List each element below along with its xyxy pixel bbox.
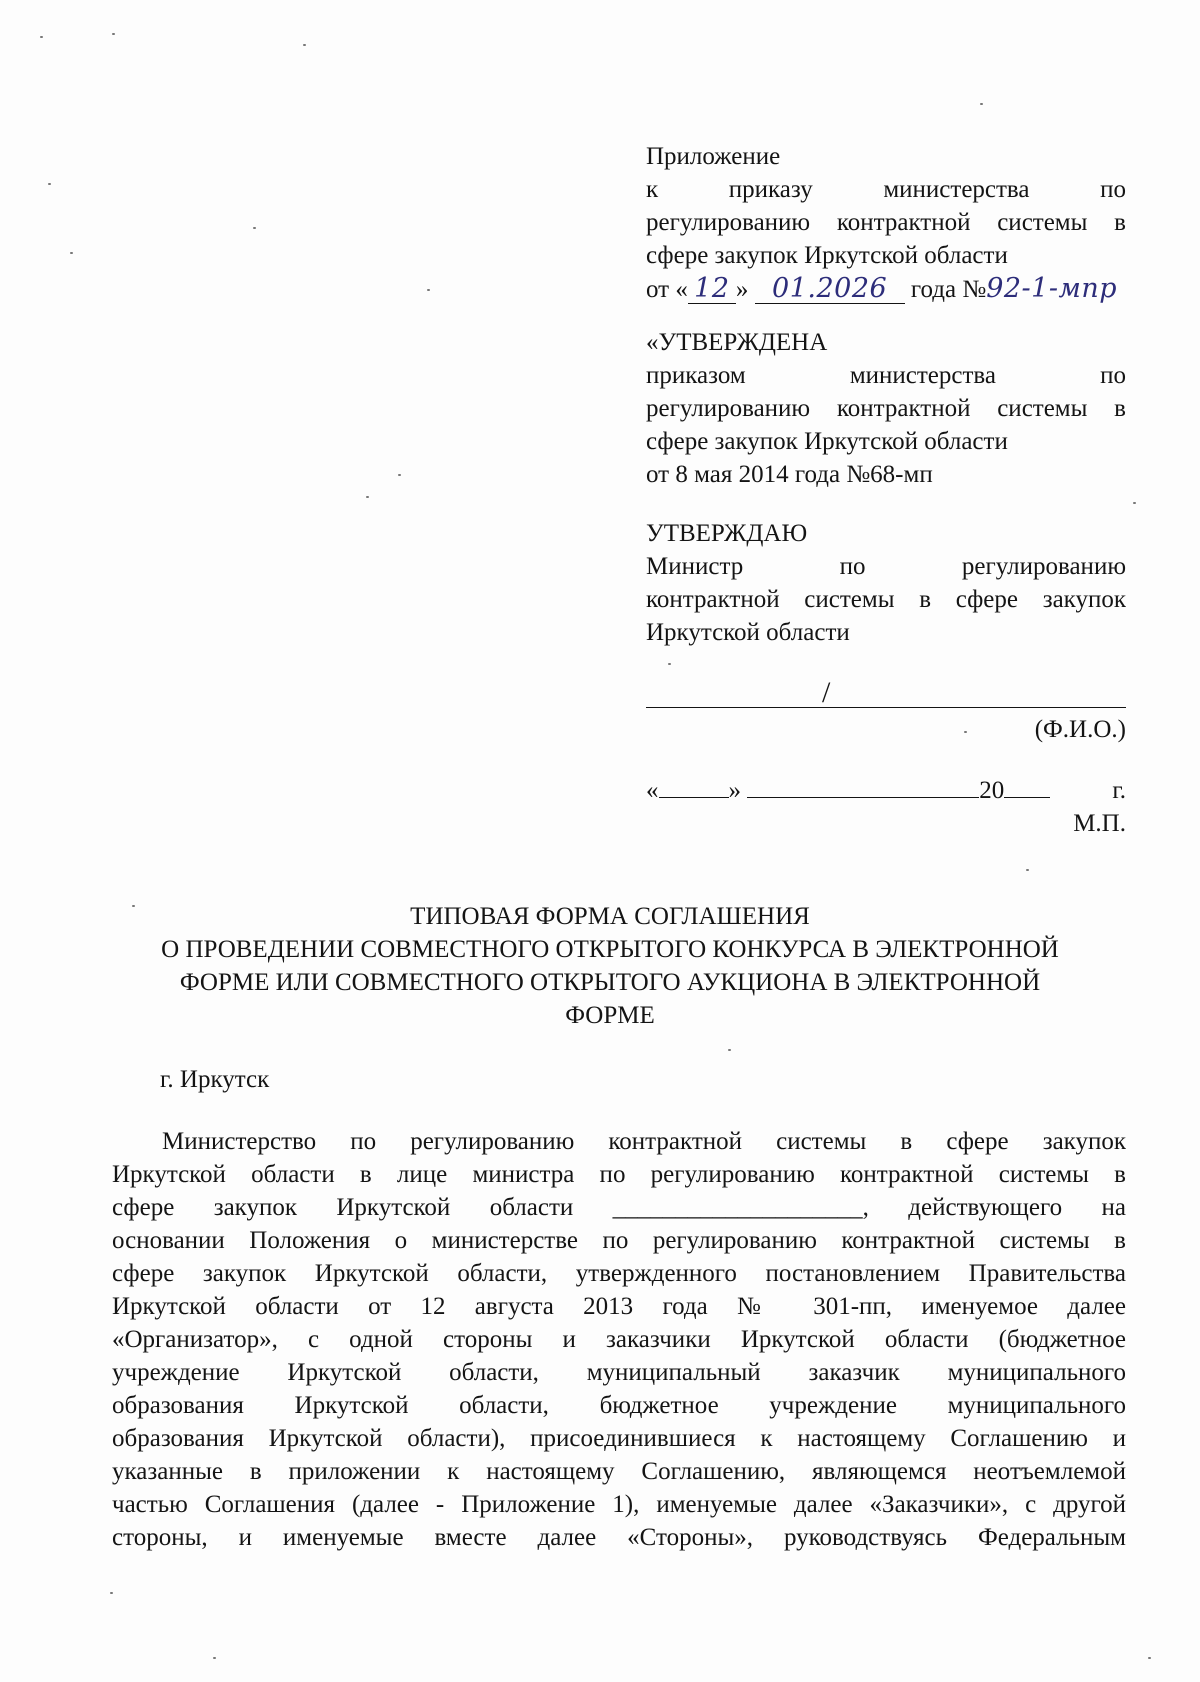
stamp-label: М.П. — [1073, 810, 1126, 837]
approve-line: Иркутской области — [646, 619, 850, 646]
approved-line: от 8 мая 2014 года №68-мп — [646, 461, 933, 488]
scan-speck — [112, 33, 115, 35]
scan-speck — [48, 183, 51, 185]
approved-heading: «УТВЕРЖДЕНА — [646, 329, 828, 356]
date-prefix: от « — [646, 276, 688, 303]
approved-line: приказом министерства по — [646, 362, 1126, 389]
scan-speck — [668, 663, 671, 665]
body-line: сфере закупок Иркутской области, утвержденного постановлением Правительства — [112, 1260, 1126, 1287]
scan-speck — [728, 1049, 731, 1051]
approve-line: Министр по регулированию — [646, 553, 1126, 580]
title-line: О ПРОВЕДЕНИИ СОВМЕСТНОГО ОТКРЫТОГО КОНКУРСА В ЭЛЕКТРОННОЙ — [161, 936, 1059, 963]
appendix-block — [646, 140, 1126, 305]
appendix-line: сфере закупок Иркутской области — [646, 242, 1008, 269]
approve-date-block — [646, 774, 1126, 840]
day-blank — [659, 797, 729, 798]
handwritten-month-year: 01.2026 — [755, 275, 905, 304]
appendix-heading: Приложение — [646, 143, 781, 170]
appendix-line: регулированию контрактной системы в — [646, 209, 1126, 236]
body-line: основании Положения о министерстве по регулированию контрактной системы в — [112, 1227, 1126, 1254]
approve-block — [646, 517, 1126, 649]
scan-speck — [110, 1592, 113, 1594]
year-prefix: 20 — [979, 777, 1005, 804]
approved-line: сфере закупок Иркутской области — [646, 428, 1008, 455]
body-line: указанные в приложении к настоящему Соглашению, являющемся неотъемлемой — [112, 1458, 1126, 1485]
fio-row — [646, 713, 1126, 746]
scan-speck — [213, 1657, 216, 1659]
year-suffix: г. — [1112, 777, 1126, 804]
approved-block — [646, 326, 1126, 491]
approve-heading: УТВЕРЖДАЮ — [646, 520, 808, 547]
approve-date-line — [646, 774, 1126, 807]
body-line: образования Иркутской области, бюджетное учреждение муниципального — [112, 1392, 1126, 1419]
scan-speck — [427, 289, 430, 291]
document-title — [100, 900, 1120, 1032]
appendix-date-line — [646, 272, 1126, 305]
city: г. Иркутск — [160, 1066, 270, 1093]
scan-speck — [1133, 502, 1136, 504]
scan-speck — [1026, 869, 1029, 871]
scan-speck — [70, 252, 73, 254]
scan-speck — [1148, 1657, 1151, 1659]
body-paragraph — [112, 1125, 1126, 1554]
scan-speck — [398, 474, 401, 476]
scan-speck — [40, 36, 43, 38]
date-suffix: года № — [910, 276, 987, 303]
body-line: стороны, и именуемые вместе далее «Стороны», руководствуясь Федеральным — [112, 1524, 1126, 1551]
approved-line: регулированию контрактной системы в — [646, 395, 1126, 422]
appendix-line: к приказу министерства по — [646, 176, 1126, 203]
body-line: Министерство по регулированию контрактной системы в сфере закупок — [162, 1128, 1126, 1155]
month-blank — [747, 797, 979, 798]
scan-speck — [303, 44, 306, 46]
title-line: ТИПОВАЯ ФОРМА СОГЛАШЕНИЯ — [410, 903, 810, 930]
scan-speck — [253, 227, 256, 229]
body-line: образования Иркутской области), присоединившиеся к настоящему Соглашению и — [112, 1425, 1126, 1452]
handwritten-order-number: 92-1-мпр — [986, 273, 1118, 304]
date-mid: » — [735, 276, 749, 303]
body-line: «Организатор», с одной стороны и заказчики Иркутской области (бюджетное — [112, 1326, 1126, 1353]
date-close-quote: » — [728, 777, 741, 804]
scan-speck — [980, 103, 983, 105]
approve-line: контрактной системы в сфере закупок — [646, 586, 1126, 613]
year-blank — [1004, 797, 1050, 798]
scan-speck — [366, 496, 369, 498]
body-line: Иркутской области от 12 августа 2013 года № 301-пп, именуемое далее — [112, 1293, 1126, 1320]
signature-line — [646, 701, 1126, 708]
handwritten-day: 12 — [688, 275, 736, 304]
body-line: сфере закупок Иркутской области ____________________, действующего на — [112, 1194, 1126, 1221]
body-line: Иркутской области в лице министра по регулированию контрактной системы в — [112, 1161, 1126, 1188]
signature-slash: / — [822, 676, 831, 709]
title-line: ФОРМЕ ИЛИ СОВМЕСТНОГО ОТКРЫТОГО АУКЦИОНА В ЭЛЕКТРОННОЙ — [179, 969, 1041, 996]
body-line: учреждение Иркутской области, муниципальный заказчик муниципального — [112, 1359, 1126, 1386]
body-line: частью Соглашения (далее - Приложение 1), именуемые далее «Заказчики», с другой — [112, 1491, 1126, 1518]
title-line: ФОРМЕ — [565, 1002, 655, 1029]
date-open-quote: « — [646, 777, 659, 804]
fio-label: (Ф.И.О.) — [1034, 716, 1126, 743]
